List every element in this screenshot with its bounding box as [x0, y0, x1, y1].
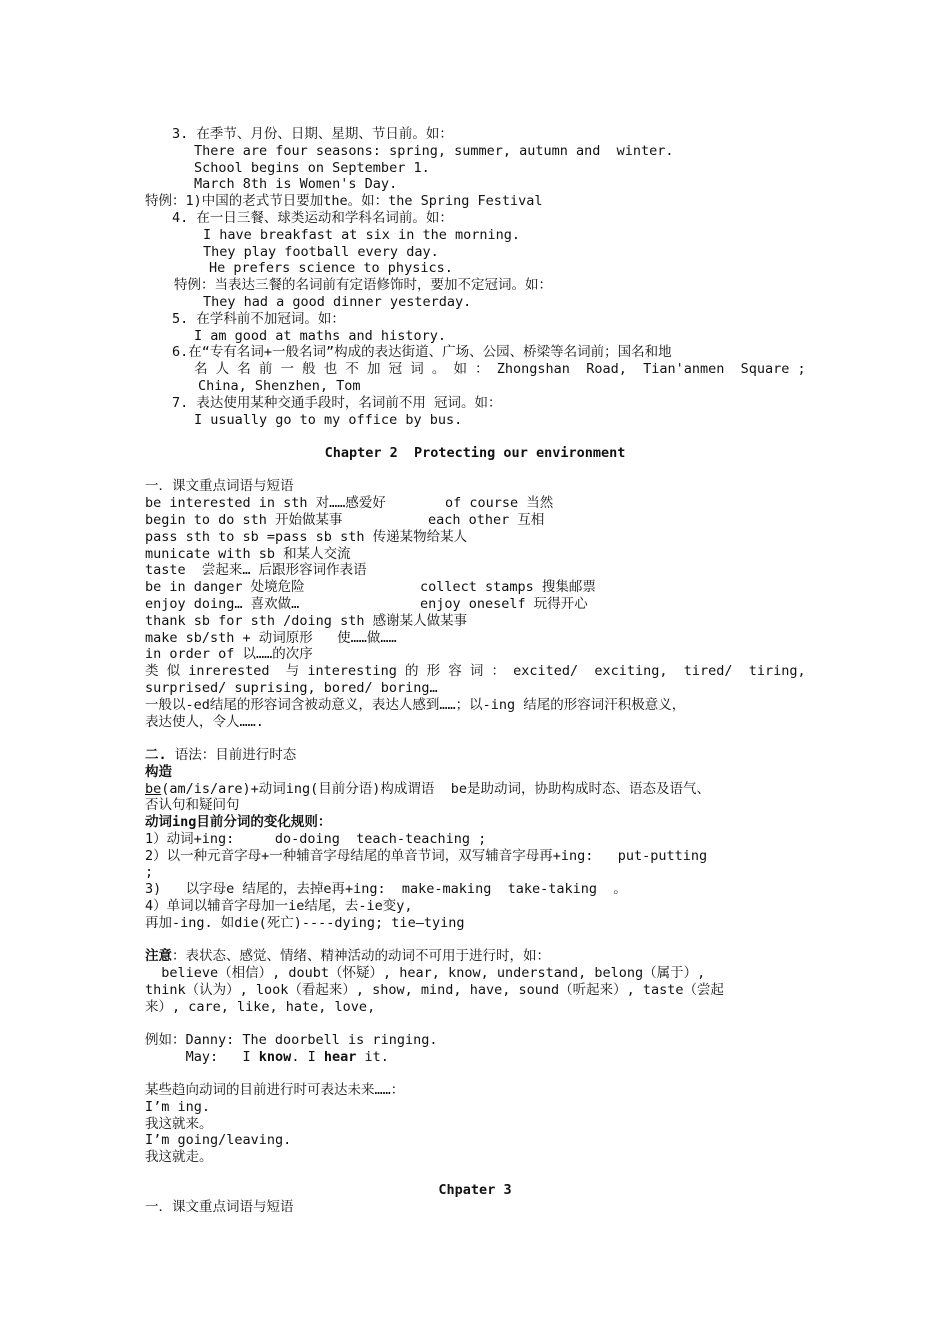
example-line: They play football every day. — [203, 244, 439, 260]
vocab-line: be interested in sth 对……感爱好 — [145, 495, 386, 511]
rule-line: 1）动词+ing: do-doing teach-teaching ; — [145, 831, 487, 847]
rule-5-heading: 5. 在学科前不加冠词。如： — [172, 311, 345, 327]
example-line — [145, 1049, 389, 1065]
vocab-line: in order of 以……的次序 — [145, 646, 313, 662]
vocab-line: pass sth to sb =pass sb sth 传递某物给某人 — [145, 529, 468, 545]
example-line: He prefers science to physics. — [209, 260, 453, 276]
structure-line: 否认句和疑问句 — [145, 797, 240, 813]
future-use-line: 某些趋向动词的目前进行时可表达未来……： — [145, 1082, 405, 1098]
example-text: it. — [356, 1049, 389, 1065]
future-use-line: 我这就走。 — [145, 1149, 213, 1165]
example-line: There are four seasons: spring, summer, autumn and winter. — [194, 143, 674, 159]
vocab-line: taste 尝起来… 后跟形容词作表语 — [145, 562, 367, 578]
example-line: I am good at maths and history. — [194, 328, 446, 344]
note-line: 来）, care, like, hate, love, — [145, 999, 376, 1015]
rule-3-heading: 3. 在季节、月份、日期、星期、节日前。如： — [172, 126, 453, 142]
future-use-line: I’m ing. — [145, 1099, 211, 1115]
vocab-line: collect stamps 搜集邮票 — [420, 579, 596, 595]
vocab-line: each other 互相 — [428, 512, 545, 528]
example-text: . I — [291, 1049, 324, 1065]
vocab-line: thank sb for sth /doing sth 感谢某人做某事 — [145, 613, 468, 629]
future-use-line: 我这就来。 — [145, 1116, 213, 1132]
vocab-line: be in danger 处境危险 — [145, 579, 305, 595]
note-line: believe（相信）, doubt（怀疑）, hear, know, understand, belong（属于）, — [145, 965, 706, 981]
exception-line: 特例：当表达三餐的名词前有定语修饰时，要加不定冠词。如： — [174, 277, 552, 293]
rule-6-continued: 名 人 名 前 一 般 也 不 加 冠 词 。 如 ： Zhongshan Road, Tian'anmen Square ; — [194, 361, 806, 377]
note-line: think（认为）, look（看起来）, show, mind, have, sound（听起来）, taste（尝起 — [145, 982, 724, 998]
vocab-line: begin to do sth 开始做某事 — [145, 512, 343, 528]
structure-line — [145, 781, 710, 797]
rule-6-heading: 6.在“专有名词+一般名词”构成的表达街道、广场、公园、桥梁等名词前；国名和地 — [172, 344, 672, 360]
chapter-3-title: Chpater 3 — [438, 1182, 512, 1198]
rule-line: ; — [145, 864, 154, 880]
grammar-heading-number: 二. — [145, 747, 167, 763]
rule-line: 2）以一种元音字母+一种辅音字母结尾的单音节词，双写辅音字母再+ing: put-putting — [145, 848, 708, 864]
vocab-line: municate with sb 和某人交流 — [145, 546, 351, 562]
example-line: March 8th is Women's Day. — [194, 176, 398, 192]
vocab-line: enjoy doing… 喜欢做… — [145, 596, 300, 612]
rules-label: 动词ing目前分词的变化规则： — [145, 814, 332, 830]
example-line: China, Shenzhen, Tom — [198, 378, 361, 394]
example-text: May: I — [145, 1049, 259, 1065]
vocab-line: 一般以-ed结尾的形容词含被动意义，表达人感到……；以-ing 结尾的形容词汗积极意义， — [145, 697, 686, 713]
note-text: ：表状态、感觉、情绪、精神活动的动词不可用于进行时，如： — [172, 948, 550, 964]
chapter-2-title: Chapter 2 Protecting our environment — [324, 445, 626, 461]
note-label: 注意 — [145, 948, 172, 964]
rule-line: 3) 以字母e 结尾的，去掉e再+ing: make-making take-taking 。 — [145, 881, 627, 897]
exception-line: 特例：1)中国的老式节日要加the。如：the Spring Festival — [145, 193, 543, 209]
vocab-line: enjoy oneself 玩得开心 — [420, 596, 588, 612]
example-bold-word: hear — [323, 1049, 357, 1065]
structure-label: 构造 — [145, 764, 172, 780]
example-bold-word: know — [258, 1049, 292, 1065]
be-word: be — [145, 781, 162, 797]
rule-line: 4）单词以辅音字母加一ie结尾，去-ie变y, — [145, 898, 413, 914]
grammar-heading — [145, 747, 296, 763]
vocab-heading: 一．课文重点词语与短语 — [145, 1199, 294, 1215]
vocab-line: of course 当然 — [445, 495, 554, 511]
rule-line: 再加-ing. 如die(死亡)----dying; tie—tying — [145, 915, 465, 931]
vocab-heading: 一．课文重点词语与短语 — [145, 478, 294, 494]
vocab-line: 表达使人，令人……. — [145, 714, 264, 730]
example-line: School begins on September 1. — [194, 160, 430, 176]
structure-text: (am/is/are)+动词ing(目前分语)构成谓语 be是助动词，协助构成时态、语态及语气、 — [161, 781, 710, 797]
example-line: They had a good dinner yesterday. — [203, 294, 472, 310]
rule-4-heading: 4. 在一日三餐、球类运动和学科名词前。如： — [172, 210, 453, 226]
vocab-line: surprised/ suprising, bored/ boring… — [145, 680, 438, 696]
example-line: I usually go to my office by bus. — [194, 412, 463, 428]
example-line: 例如：Danny: The doorbell is ringing. — [145, 1032, 438, 1048]
rule-7-heading: 7. 表达使用某种交通手段时，名词前不用 冠词。如： — [172, 395, 502, 411]
vocab-line: 类 似 inrerested 与 interesting 的 形 容 词 ： excited/ exciting, tired/ tiring, — [145, 663, 806, 679]
note-line — [145, 948, 550, 964]
vocab-line: make sb/sth + 动词原形 使……做…… — [145, 630, 397, 646]
example-line: I have breakfast at six in the morning. — [203, 227, 520, 243]
future-use-line: I’m going/leaving. — [145, 1132, 292, 1148]
grammar-heading-text: 语法：目前进行时态 — [166, 747, 297, 763]
